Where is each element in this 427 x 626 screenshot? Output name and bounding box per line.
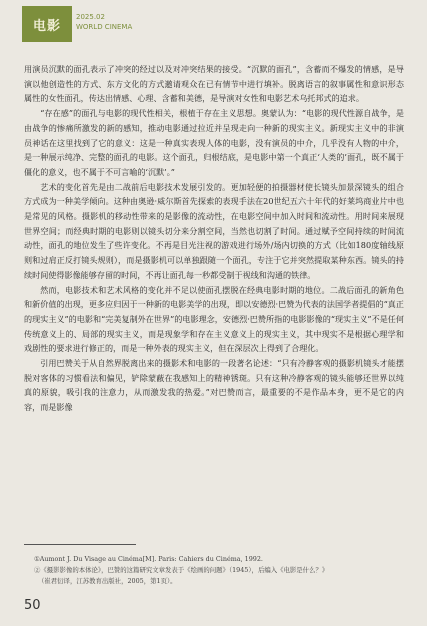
issue-number: 2025.02 xyxy=(76,13,105,21)
paragraph-3: 艺术的变化首先是由二战前后电影技术发展引发的。更加轻便的拍摄器材使长镜头加景深镜头的组合方式成为一种美学倾向。这种由奥逊·威尔斯首先探索的表现手法在20世纪五六十年代的好莱坞商业片中也是常见的风格。摄影机的移动性带来的是影像的流动性，在电影空间中加入时间和流动性。用时间来展现世界空间；而经典时期的电影则以镜头切分来分割空间，当然也切割了时间。通过赋予空间持续的时间流动性，面孔的地位发生了些许变化。不再是目光注视的游戏进行场外/场内切换的方式（比如180度轴线原则和过肩正反打镜头规则），而是摄影机可以单独跟随一个面孔，专注于它并突然提取某种东西。镜头的持续时间使得影像能够存留的时间，不再让面孔每一秒都受制于视线和沟通的铁律。 xyxy=(24,181,404,280)
footnote-2-continued: （崔君衍译，江苏教育出版社，2005，第1页）。 xyxy=(38,577,177,585)
footnote-2: ②《摄影影像的本体论》，巴赞的这篇研究文章发表于《绘画的问题》（1945），后编入《电影是什么？》 xyxy=(34,566,329,574)
footnote-1: ①Aumont J. Du Visage au Cinéma[M]. Paris: Cahiers du Cinéma, 1992. xyxy=(34,555,263,563)
page-number: 50 xyxy=(24,598,41,613)
footnotes xyxy=(24,554,404,587)
magazine-name: WORLD CINEMA xyxy=(76,23,133,31)
paragraph-1: 用演员沉默的面孔表示了冲突的经过以及对冲突结果的接受。“沉默的面孔”，含蓄而不爆发的情感，是导演以他创造性的方式、东方文化的方式邀请观众在已有情节中进行填补。脱离语言的叙事属性和意识形态属性的女性面孔，传达出情感、心理、含蓄和美德，是导演对女性和电影艺术乌托邦式的追求。 xyxy=(24,64,404,104)
paragraph-2: “存在感”的面孔与电影的现代性相关，根植于存在主义思想。奥蒙认为：“电影的现代性源自战争，是由战争的惨痛所激发的新的感知，推动电影通过拉近并呈现走向一种新的现实主义。新现实主义中的非演员神话在这里找到了它的意义：这是一种真实表现人体的电影，没有演员的中介，几乎没有人物的中介，是一种展示纯净、完整的面孔的电影。这个面孔，归根结底，是电影中第一个真正‘人类的’面孔，既不属于僵化的意义，也不属于不可言喻的‘沉默’。” xyxy=(24,108,404,177)
paragraph-5: 引用巴赞关于从自然界脱离出来的摄影术和电影的一段著名论述：“只有冷静客观的摄影机镜头才能摆脱对客体的习惯看法和偏见，铲除蒙蔽在我感知上的精神锈斑。只有这种冷静客观的镜头能够还世界以纯真的原貌，吸引我的注意力，从而激发我的热爱。”对巴赞而言，最重要的不是作品本身，更不是它的内容，而是影像 xyxy=(24,358,404,413)
issue-info xyxy=(76,12,132,32)
magazine-masthead xyxy=(22,6,133,46)
footnote-divider xyxy=(24,544,136,545)
paragraph-4: 然而，电影技术和艺术风格的变化并不足以使面孔摆脱在经典电影时期的地位。二战后面孔的新角色和新价值的出现，更多应归因于一种新的电影美学的出现，即以安德烈·巴赞为代表的法国学者提倡的“真正的现实主义”的电影和“完美复制外在世界”的电影理念，安德烈·巴赞所指的电影影像的“现实主义”不是任何传统意义上的、局部的现实主义，而是现象学和存在主义意义上的现实主义，其中现实不是根据心理学和戏剧性的要求进行修正的，而是一种外表的现实主义，但在深层次上得到了合理化。 xyxy=(24,284,404,354)
article-body xyxy=(24,62,404,415)
magazine-logo: 电影 xyxy=(22,6,72,42)
